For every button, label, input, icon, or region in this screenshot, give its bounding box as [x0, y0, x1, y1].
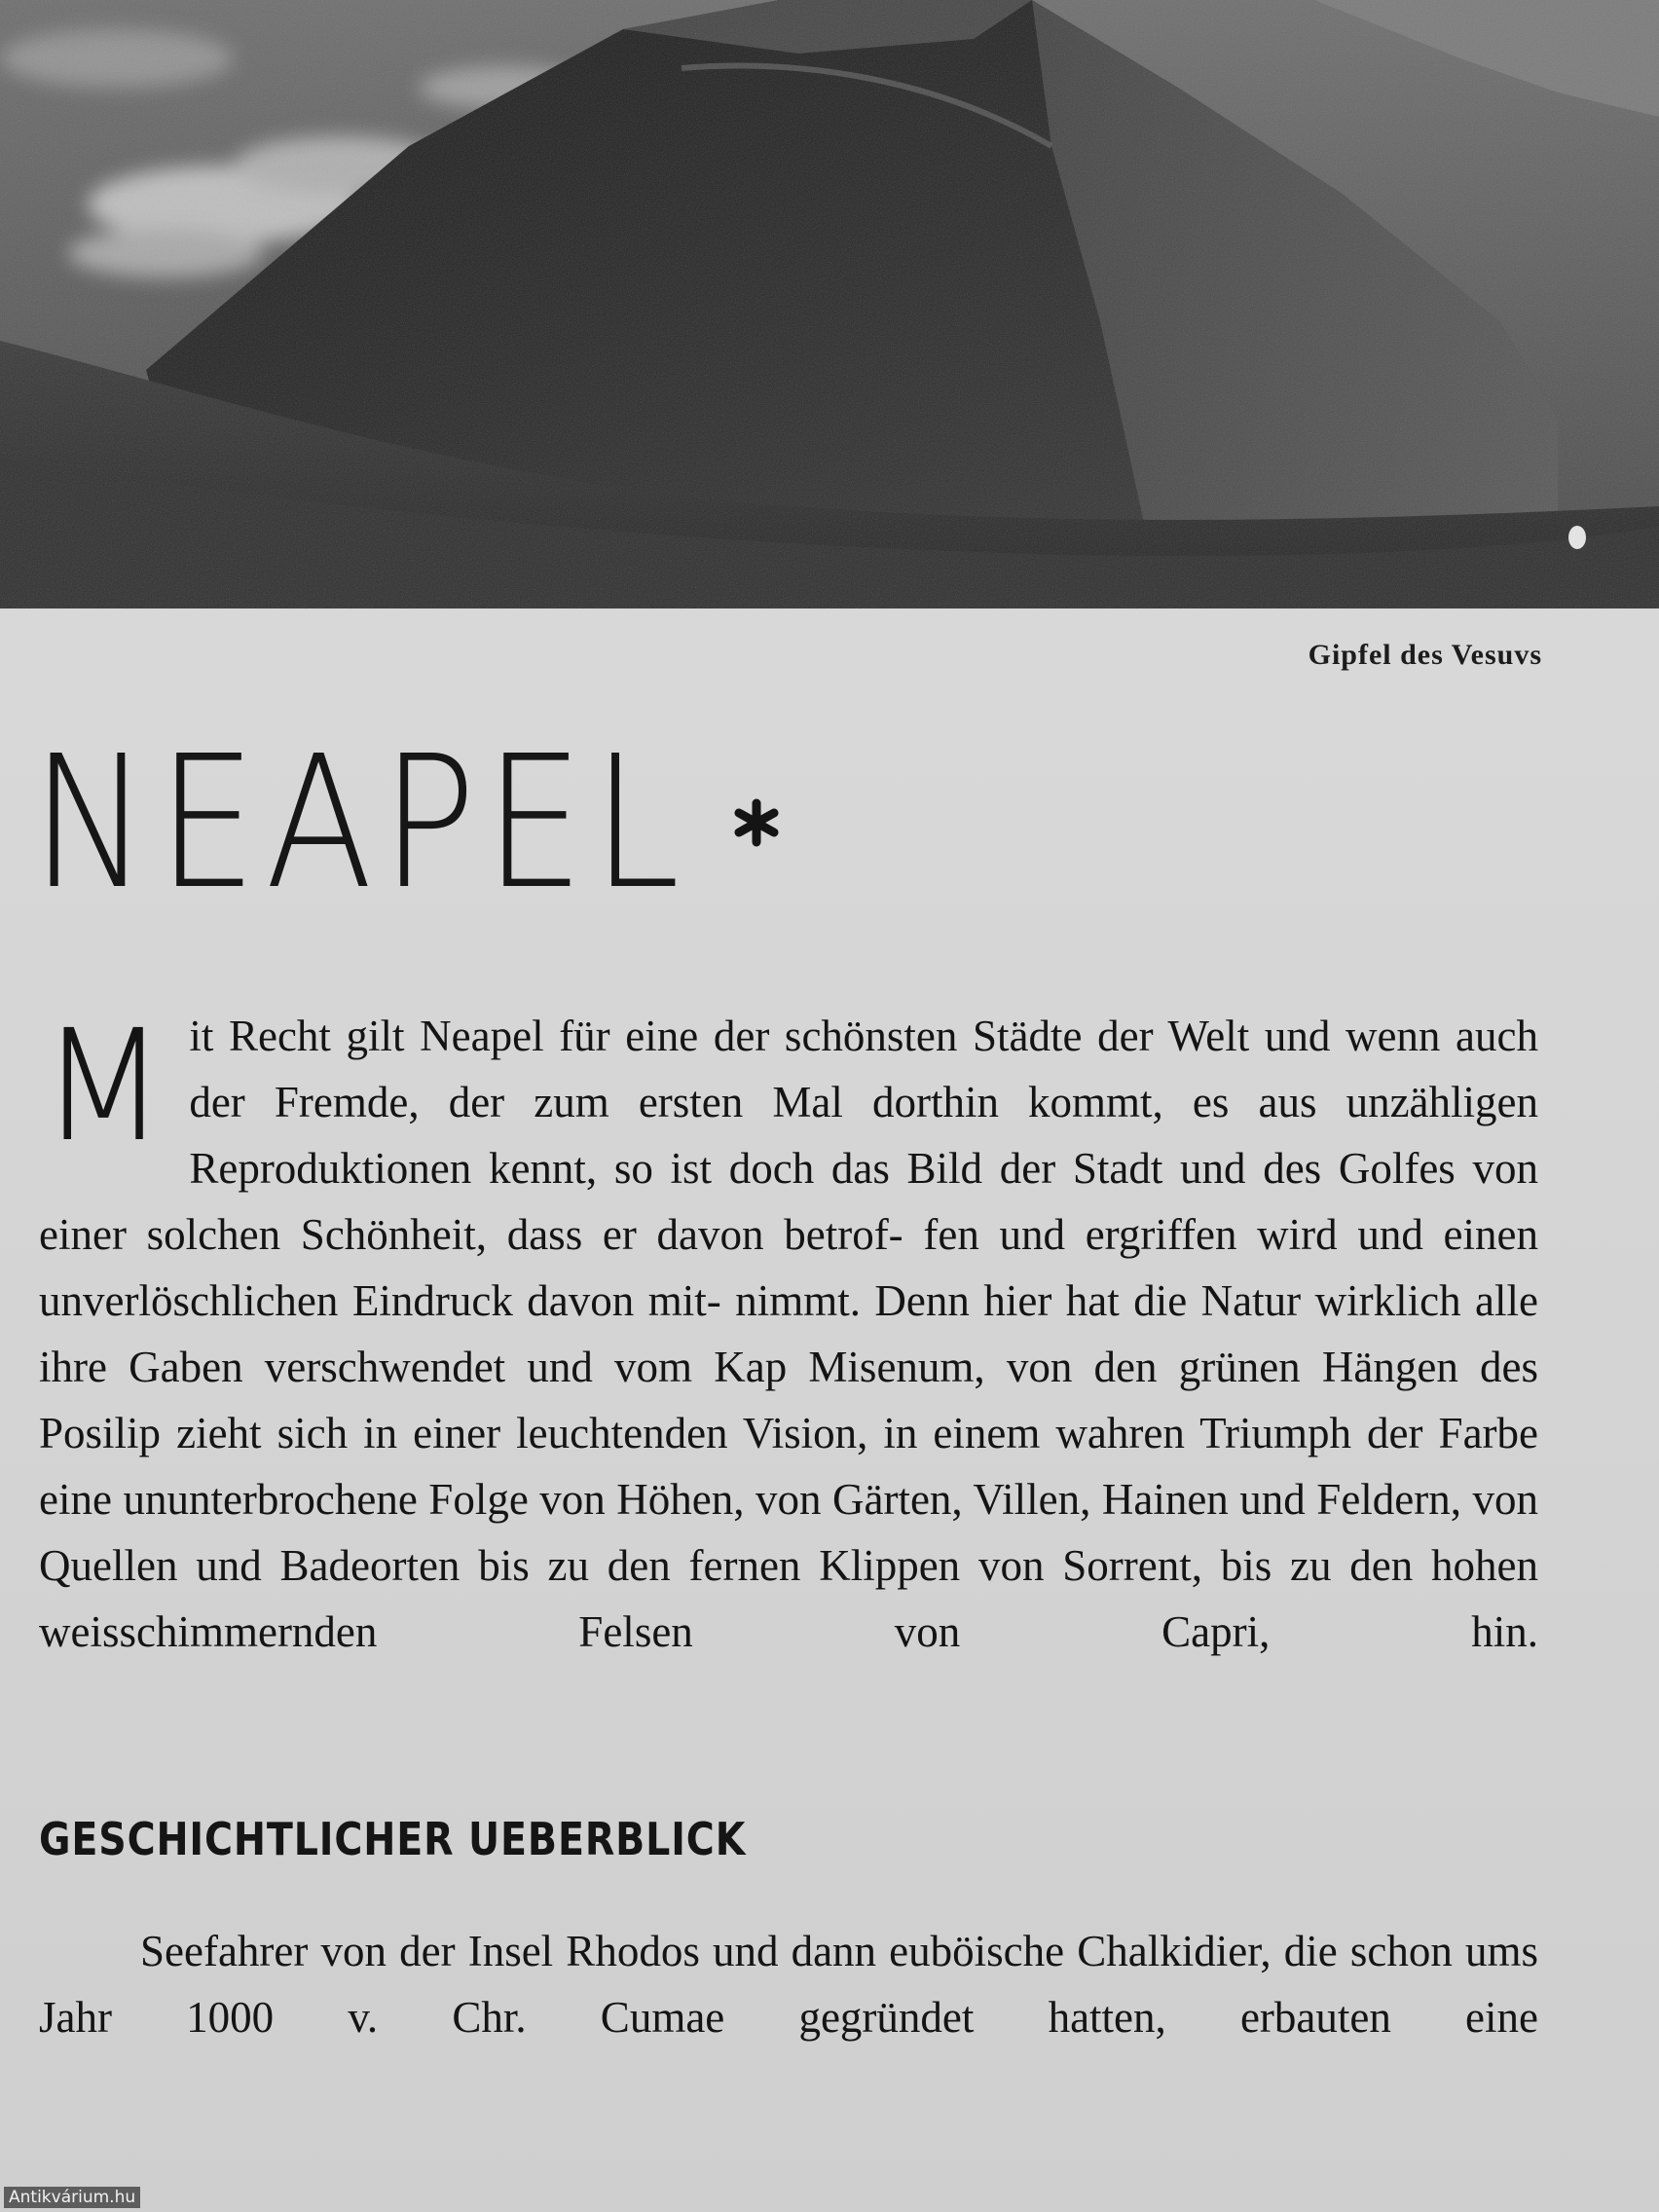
photo-caption: Gipfel des Vesuvs [1308, 639, 1542, 671]
section-heading: GESCHICHTLICHER UEBERBLICK [39, 1813, 747, 1865]
vesuvius-summit-photo [0, 0, 1659, 608]
asterisk-ornament-icon [732, 798, 781, 847]
intro-paragraph-text: it Recht gilt Neapel für eine der schönsten Städte der Welt und wenn auch der Fremde, der zum ersten Mal dorthin kommt, es aus unzähligen Reproduktionen kennt, so ist doch das Bild der Stadt und des Golfes von einer solchen Schönheit, dass er davon betrof- fen und ergriffen wird und einen unverlöschlichen Eindruck davon mit- nimmt. Denn hier hat die Natur wirklich alle ihre Gaben verschwendet und vom Kap Misenum, von den grünen Hängen des Posilip zieht sich in einer leuchtenden Vision, in einem wahren Triumph der Farbe eine ununterbrochene Folge von Höhen, von Gärten, Villen, Hainen und Feldern, von Quellen und Badeorten bis zu den fernen Klippen von Sorrent, bis zu den hohen weisschimmernden Felsen von Capri, hin. [39, 1012, 1538, 1656]
page-title: NEAPEL [31, 717, 689, 930]
intro-paragraph [39, 997, 1538, 1665]
section-paragraph: Seefahrer von der Insel Rhodos und dann euböische Chalkidier, die schon ums Jahr 1000 v. Chr. Cumae gegründet hatten, erbauten eine [39, 1927, 1538, 2042]
drop-cap: M [40, 997, 166, 1176]
title-block [31, 717, 795, 930]
watermark: Antikvárium.hu [4, 2187, 140, 2208]
